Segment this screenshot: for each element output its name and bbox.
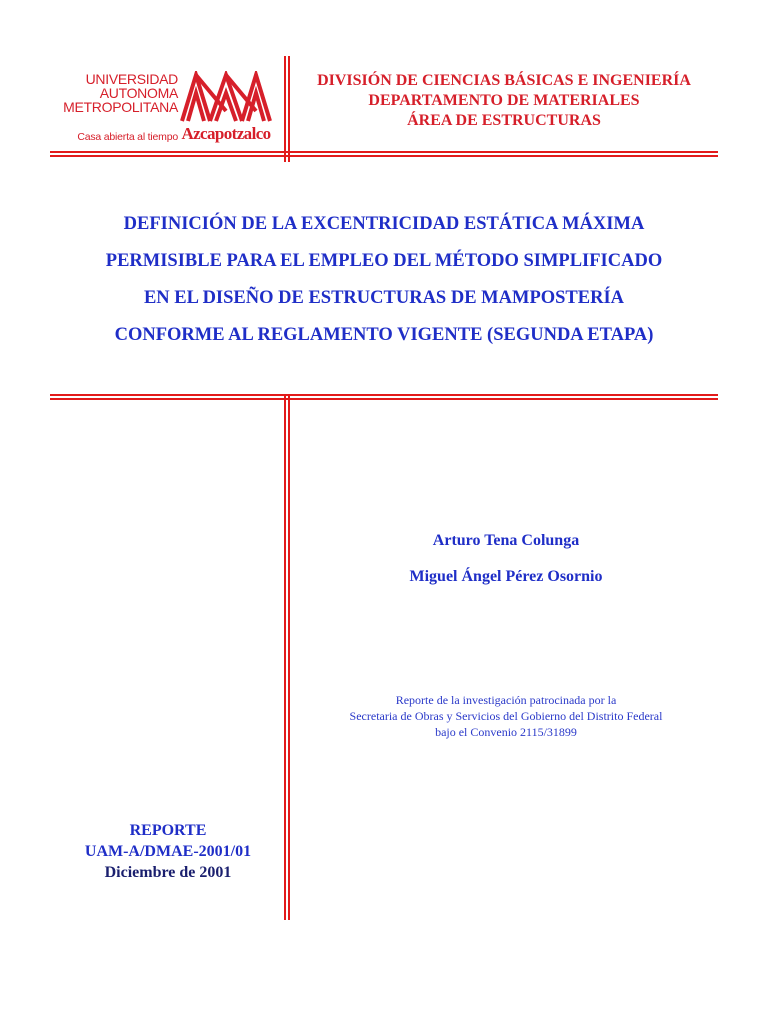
area-line: ÁREA DE ESTRUCTURAS xyxy=(407,112,601,129)
university-name-line: METROPOLITANA xyxy=(63,99,178,115)
report-date: Diciembre de 2001 xyxy=(104,864,232,881)
sponsor-line: bajo el Convenio 2115/31899 xyxy=(435,725,577,739)
university-name xyxy=(58,72,178,114)
title-line: PERMISIBLE PARA EL EMPLEO DEL MÉTODO SIMPLIFICADO xyxy=(105,251,663,271)
report-identifier xyxy=(50,820,286,883)
title-line: CONFORME AL REGLAMENTO VIGENTE (SEGUNDA ETAPA) xyxy=(114,325,654,345)
authors xyxy=(292,523,720,595)
campus-name: Azcapotzalco xyxy=(181,124,271,143)
body-rule-top xyxy=(50,394,718,396)
uam-logo-icon xyxy=(180,71,272,123)
header-vertical-rule-left xyxy=(284,56,286,162)
university-name-line: UNIVERSIDAD xyxy=(85,71,178,87)
university-name-line: AUTONOMA xyxy=(99,85,178,101)
university-tagline: Casa abierta al tiempo xyxy=(77,131,178,143)
header-vertical-rule-right xyxy=(288,56,290,162)
sponsor-line: Secretaria de Obras y Servicios del Gobierno del Distrito Federal xyxy=(349,709,663,723)
sponsor-line: Reporte de la investigación patrocinada por la xyxy=(395,693,617,707)
division-line: DIVISIÓN DE CIENCIAS BÁSICAS E INGENIERÍA xyxy=(317,72,691,89)
department-line: DEPARTAMENTO DE MATERIALES xyxy=(368,92,640,109)
title-line: DEFINICIÓN DE LA EXCENTRICIDAD ESTÁTICA MÁXIMA xyxy=(123,214,645,234)
header-rule-top xyxy=(50,151,718,153)
body-vertical-rule-right xyxy=(288,394,290,920)
report-code: UAM-A/DMAE-2001/01 xyxy=(84,843,252,860)
sponsor-note xyxy=(292,692,720,740)
report-title xyxy=(50,206,718,354)
author-name: Miguel Ángel Pérez Osornio xyxy=(409,568,603,585)
division-header xyxy=(292,71,716,131)
report-label: REPORTE xyxy=(129,822,207,839)
header-rule-bottom xyxy=(50,155,718,157)
title-line: EN EL DISEÑO DE ESTRUCTURAS DE MAMPOSTERÍA xyxy=(143,288,625,308)
author-name: Arturo Tena Colunga xyxy=(432,532,580,549)
body-rule-bottom xyxy=(50,398,718,400)
